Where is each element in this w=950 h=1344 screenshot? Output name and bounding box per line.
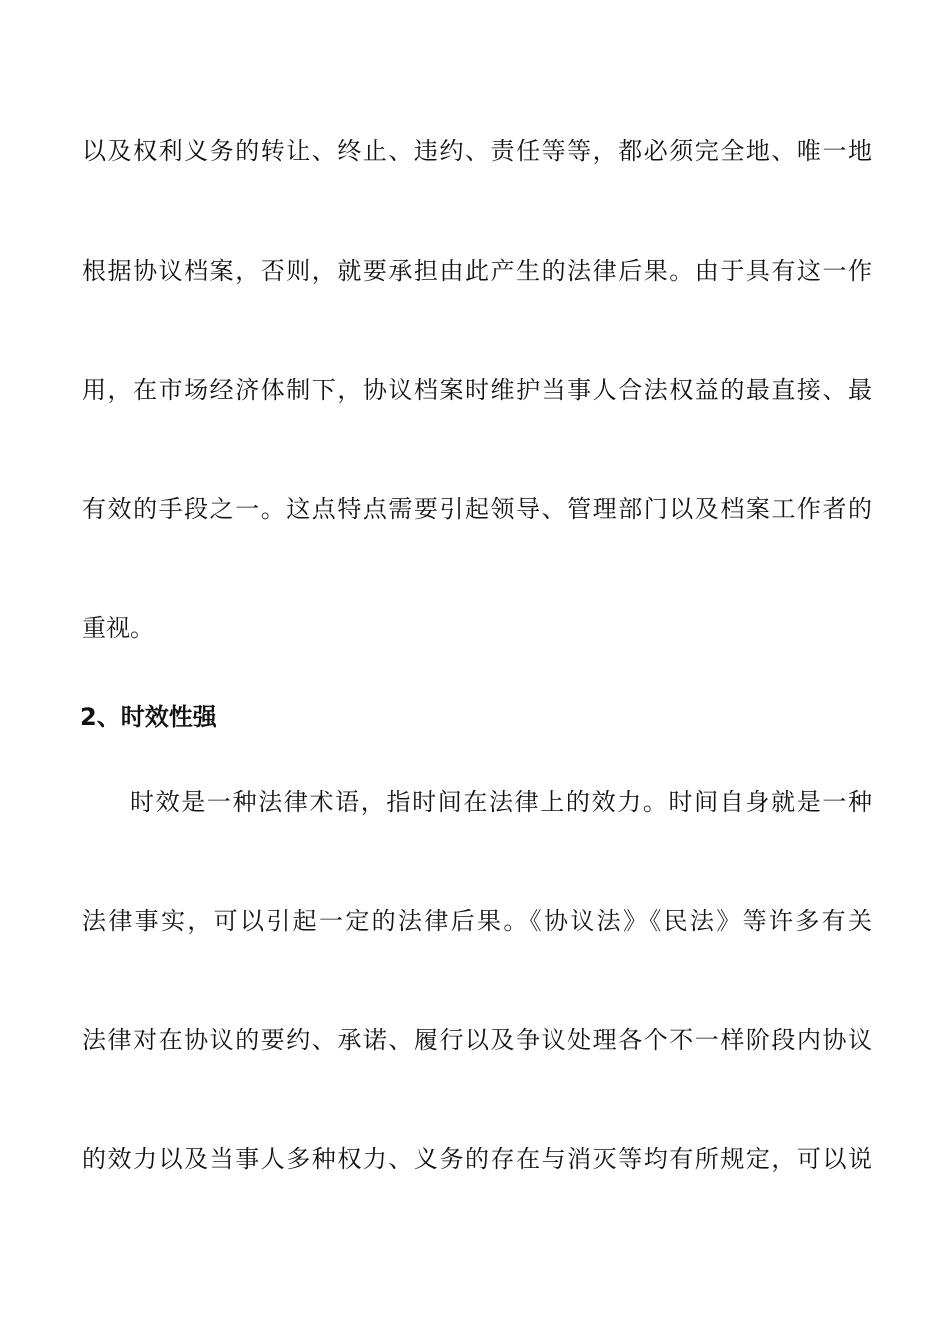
section-heading: 2、时效性强 (80, 703, 217, 731)
paragraph-line: 以及权利义务的转让、终止、违约、责任等等，都必须完全地、唯一地 (82, 137, 872, 165)
paragraph-line: 法律事实，可以引起一定的法律后果。《协议法》《民法》等许多有关 (82, 907, 872, 935)
paragraph-line: 根据协议档案，否则，就要承担由此产生的法律后果。由于具有这一作 (82, 257, 872, 285)
paragraph-line: 的效力以及当事人多种权力、义务的存在与消灭等均有所规定，可以说 (82, 1145, 872, 1173)
paragraph-line: 法律对在协议的要约、承诺、履行以及争议处理各个不一样阶段内协议 (82, 1026, 872, 1054)
paragraph-line: 重视。 (82, 614, 154, 642)
paragraph-line: 用，在市场经济体制下，协议档案时维护当事人合法权益的最直接、最 (82, 376, 872, 404)
paragraph-line: 时效是一种法律术语，指时间在法律上的效力。时间自身就是一种 (130, 788, 872, 816)
paragraph-line: 有效的手段之一。这点特点需要引起领导、管理部门以及档案工作者的 (82, 495, 872, 523)
